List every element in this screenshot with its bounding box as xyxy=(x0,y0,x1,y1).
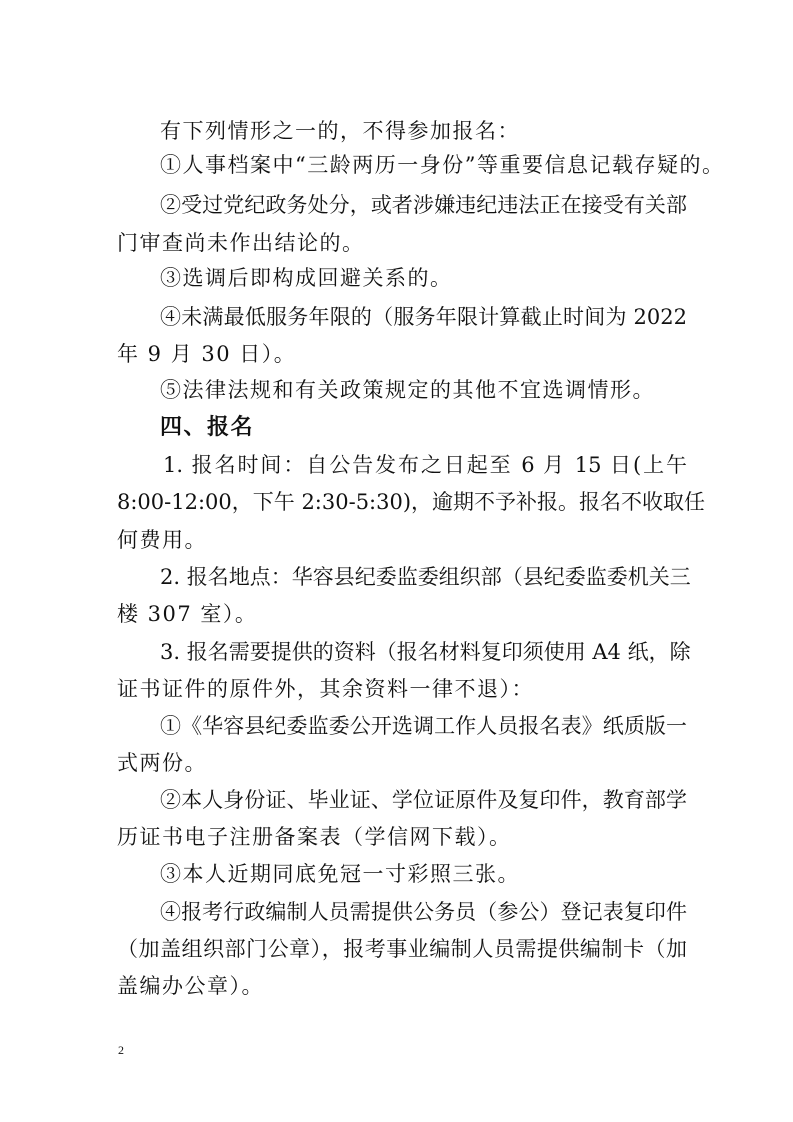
text-line xyxy=(0,854,793,894)
text-line xyxy=(0,445,793,485)
line-text: ④未满最低服务年限的（服务年限计算截止时间为 2022 xyxy=(160,305,687,329)
text-line xyxy=(0,334,793,374)
line-text: 何费用。 xyxy=(117,528,207,552)
line-text: 有下列情形之一的，不得参加报名： xyxy=(160,119,520,143)
text-line xyxy=(0,632,793,672)
line-text: 1. 报名时间：自公告发布之日起至 6 月 15 日(上午 xyxy=(163,453,687,477)
text-line xyxy=(0,817,793,857)
line-text: ①《华容县纪委监委公开选调工作人员报名表》纸质版一 xyxy=(160,714,687,738)
text-line xyxy=(0,370,793,410)
line-text: （加盖组织部门公章），报考事业编制人员需提供编制卡（加 xyxy=(117,937,687,961)
line-text: 3. 报名需要提供的资料（报名材料复印须使用 A4 纸，除 xyxy=(160,640,691,664)
text-line xyxy=(0,743,793,783)
line-text: ④报考行政编制人员需提供公务员（参公）登记表复印件 xyxy=(160,900,687,924)
line-text: ③选调后即构成回避关系的。 xyxy=(160,266,453,290)
line-text: 盖编办公章）。 xyxy=(117,974,264,998)
text-line xyxy=(0,929,793,969)
line-text: 门审查尚未作出结论的。 xyxy=(117,231,365,255)
line-text: ①人事档案中“三龄两历一身份”等重要信息记载存疑的。 xyxy=(160,153,725,177)
line-text: ③本人近期同底免冠一寸彩照三张。 xyxy=(160,862,520,886)
line-text: 历证书电子注册备案表（学信网下载）。 xyxy=(117,825,512,849)
text-line xyxy=(0,706,793,746)
text-line xyxy=(0,145,793,185)
text-line xyxy=(0,557,793,597)
text-line xyxy=(0,297,793,337)
line-text: 8:00-12:00，下午 2:30-5:30)，逾期不予补报。报名不收取任 xyxy=(117,490,706,514)
line-text: 式两份。 xyxy=(117,751,207,775)
text-line xyxy=(0,892,793,932)
line-text: 年 9 月 30 日）。 xyxy=(117,342,297,366)
text-line xyxy=(0,223,793,263)
line-text: 证书证件的原件外，其余资料一律不退）： xyxy=(117,677,534,701)
heading-text: 四、报名 xyxy=(160,415,255,440)
line-text: ②本人身份证、毕业证、学位证原件及复印件，教育部学 xyxy=(160,788,687,812)
text-line xyxy=(0,780,793,820)
text-line xyxy=(0,966,793,1006)
text-line xyxy=(0,520,793,560)
text-line xyxy=(0,594,793,634)
section-heading xyxy=(0,408,793,448)
text-line xyxy=(0,258,793,298)
line-text: 2. 报名地点：华容县纪委监委组织部（县纪委监委机关三 xyxy=(160,565,691,589)
text-line xyxy=(0,482,793,522)
text-line xyxy=(0,669,793,709)
line-text: ②受过党纪政务处分，或者涉嫌违纪违法正在接受有关部 xyxy=(160,193,687,217)
line-text: 楼 307 室）。 xyxy=(117,602,258,626)
text-line xyxy=(0,185,793,225)
page-number: 2 xyxy=(118,1043,124,1057)
line-text: ⑤法律法规和有关政策规定的其他不宜选调情形。 xyxy=(160,378,655,402)
